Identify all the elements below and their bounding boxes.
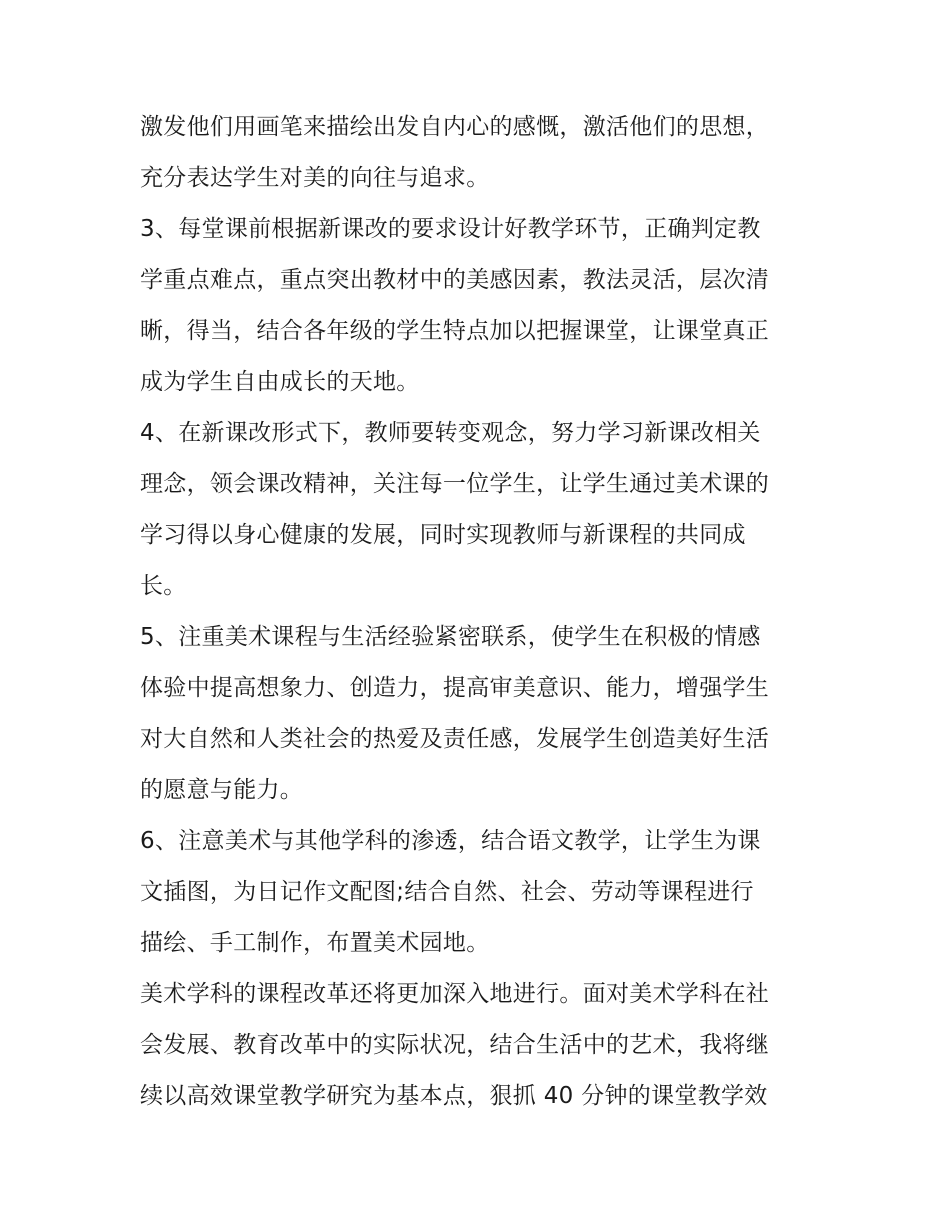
- text-line: 学重点难点，重点突出教材中的美感因素，教法灵活，层次清: [140, 267, 770, 293]
- text-line: 会发展、教育改革中的实际状况，结合生活中的艺术，我将继: [140, 1032, 770, 1058]
- text-line: 4、在新课改形式下，教师要转变观念，努力学习新课改相关: [140, 420, 761, 446]
- text-line: 3、每堂课前根据新课改的要求设计好教学环节，正确判定教: [140, 216, 761, 242]
- text-line: 晰，得当，结合各年级的学生特点加以把握课堂，让课堂真正: [140, 318, 770, 344]
- text-line: 续以高效课堂教学研究为基本点，狠抓 40 分钟的课堂教学效: [140, 1083, 768, 1109]
- text-line: 长。: [140, 573, 187, 599]
- text-line: 激发他们用画笔来描绘出发自内心的感慨，激活他们的思想，: [140, 114, 770, 140]
- text-line: 充分表达学生对美的向往与追求。: [140, 165, 490, 191]
- paragraph-intro-continuation: [140, 102, 820, 204]
- text-line: 的愿意与能力。: [140, 777, 304, 803]
- text-line: 文插图，为日记作文配图;结合自然、社会、劳动等课程进行: [140, 879, 754, 905]
- paragraph-item-5: [140, 612, 820, 816]
- paragraph-item-6: [140, 816, 820, 969]
- paragraph-item-4: [140, 408, 820, 612]
- text-line: 5、注重美术课程与生活经验紧密联系，使学生在积极的情感: [140, 624, 761, 650]
- document-body: [140, 102, 820, 1122]
- text-line: 成为学生自由成长的天地。: [140, 369, 420, 395]
- text-line: 体验中提高想象力、创造力，提高审美意识、能力，增强学生: [140, 675, 770, 701]
- paragraph-item-3: [140, 204, 820, 408]
- text-line: 学习得以身心健康的发展，同时实现教师与新课程的共同成: [140, 522, 746, 548]
- text-line: 描绘、手工制作，布置美术园地。: [140, 930, 490, 956]
- text-line: 6、注意美术与其他学科的渗透，结合语文教学，让学生为课: [140, 828, 761, 854]
- text-line: 对大自然和人类社会的热爱及责任感，发展学生创造美好生活: [140, 726, 770, 752]
- text-line: 理念，领会课改精神，关注每一位学生，让学生通过美术课的: [140, 471, 770, 497]
- paragraph-conclusion: [140, 969, 820, 1122]
- text-line: 美术学科的课程改革还将更加深入地进行。面对美术学科在社: [140, 981, 770, 1007]
